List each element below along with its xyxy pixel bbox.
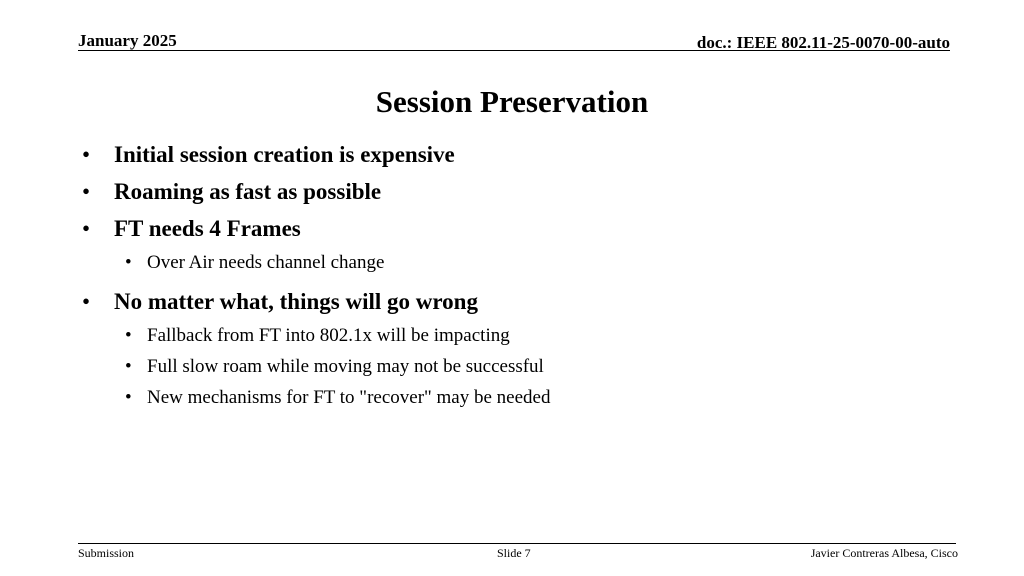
sub-bullet-item [82,385,942,416]
bullet-item [82,286,942,323]
bullet-icon: • [82,179,91,204]
bullet-icon: • [82,142,91,167]
sub-bullet-item [82,354,942,385]
header-divider [78,50,950,51]
footer-slide-number: Slide 7 [497,546,531,560]
footer-divider [78,543,956,544]
slide-title: Session Preservation [375,84,649,119]
sub-bullet-icon: • [125,387,132,408]
sub-bullet-icon: • [125,325,132,346]
sub-bullet-text: Fallback from FT into 802.1x will be impacting [147,325,510,346]
bullet-icon: • [82,216,91,241]
bullet-item [82,213,942,250]
header-date: January 2025 [78,31,177,50]
sub-bullet-item [82,323,942,354]
bullet-text: No matter what, things will go wrong [114,289,478,314]
bullet-text: Roaming as fast as possible [114,179,382,204]
bullet-text: FT needs 4 Frames [114,216,301,241]
sub-bullet-icon: • [125,252,132,273]
sub-bullet-text: Over Air needs channel change [147,252,385,273]
sub-bullet-text: Full slow roam while moving may not be successful [147,356,544,377]
sub-bullet-item [82,250,942,286]
sub-bullet-icon: • [125,356,132,377]
sub-bullet-text: New mechanisms for FT to "recover" may be needed [147,387,551,408]
header-doc-id: doc.: IEEE 802.11-25-0070-00-auto [696,33,950,52]
footer-author: Javier Contreras Albesa, Cisco [810,546,958,560]
bullet-text: Initial session creation is expensive [114,142,455,167]
bullet-item [82,176,942,213]
bullet-item [82,139,942,176]
bullet-icon: • [82,289,91,314]
footer-submission: Submission [78,546,135,560]
bullet-list [82,139,942,416]
